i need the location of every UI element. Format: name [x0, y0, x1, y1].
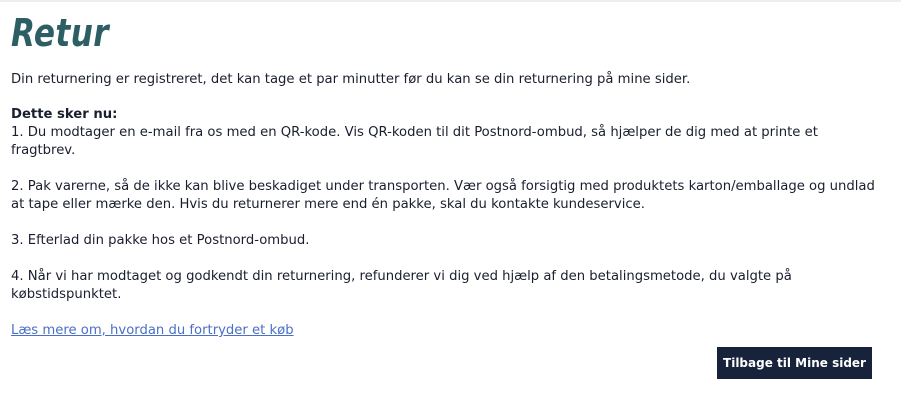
- step-item: 2. Pak varerne, så de ikke kan blive beskadiget under transporten. Vær også forsigtig med produktets karton/emballage og undlad at tape eller mærke den. Hvis du returnerer mere end én pakke, skal du kontakte kundeservice.: [11, 179, 875, 212]
- top-divider: [0, 0, 901, 2]
- page-title: Retur: [11, 11, 110, 55]
- step-item: 3. Efterlad din pakke hos et Postnord-ombud.: [11, 233, 310, 248]
- read-more-link[interactable]: Læs mere om, hvordan du fortryder et køb: [11, 323, 294, 338]
- step-item: 4. Når vi har modtaget og godkendt din returnering, refunderer vi dig ved hjælp af den betalingsmetode, du valgte på købstidspunktet.: [11, 269, 792, 302]
- back-to-my-pages-button[interactable]: Tilbage til Mine sider: [717, 347, 872, 379]
- return-confirmation: [11, 10, 886, 340]
- intro-text: Din returnering er registreret, det kan tage et par minutter før du kan se din returnering på mine sider.: [11, 72, 691, 87]
- steps-list: [11, 124, 886, 304]
- step-item: 1. Du modtager en e-mail fra os med en QR-kode. Vis QR-koden til dit Postnord-ombud, så hjælper de dig med at printe et fragtbrev.: [11, 125, 818, 158]
- steps-heading: Dette sker nu:: [11, 107, 118, 122]
